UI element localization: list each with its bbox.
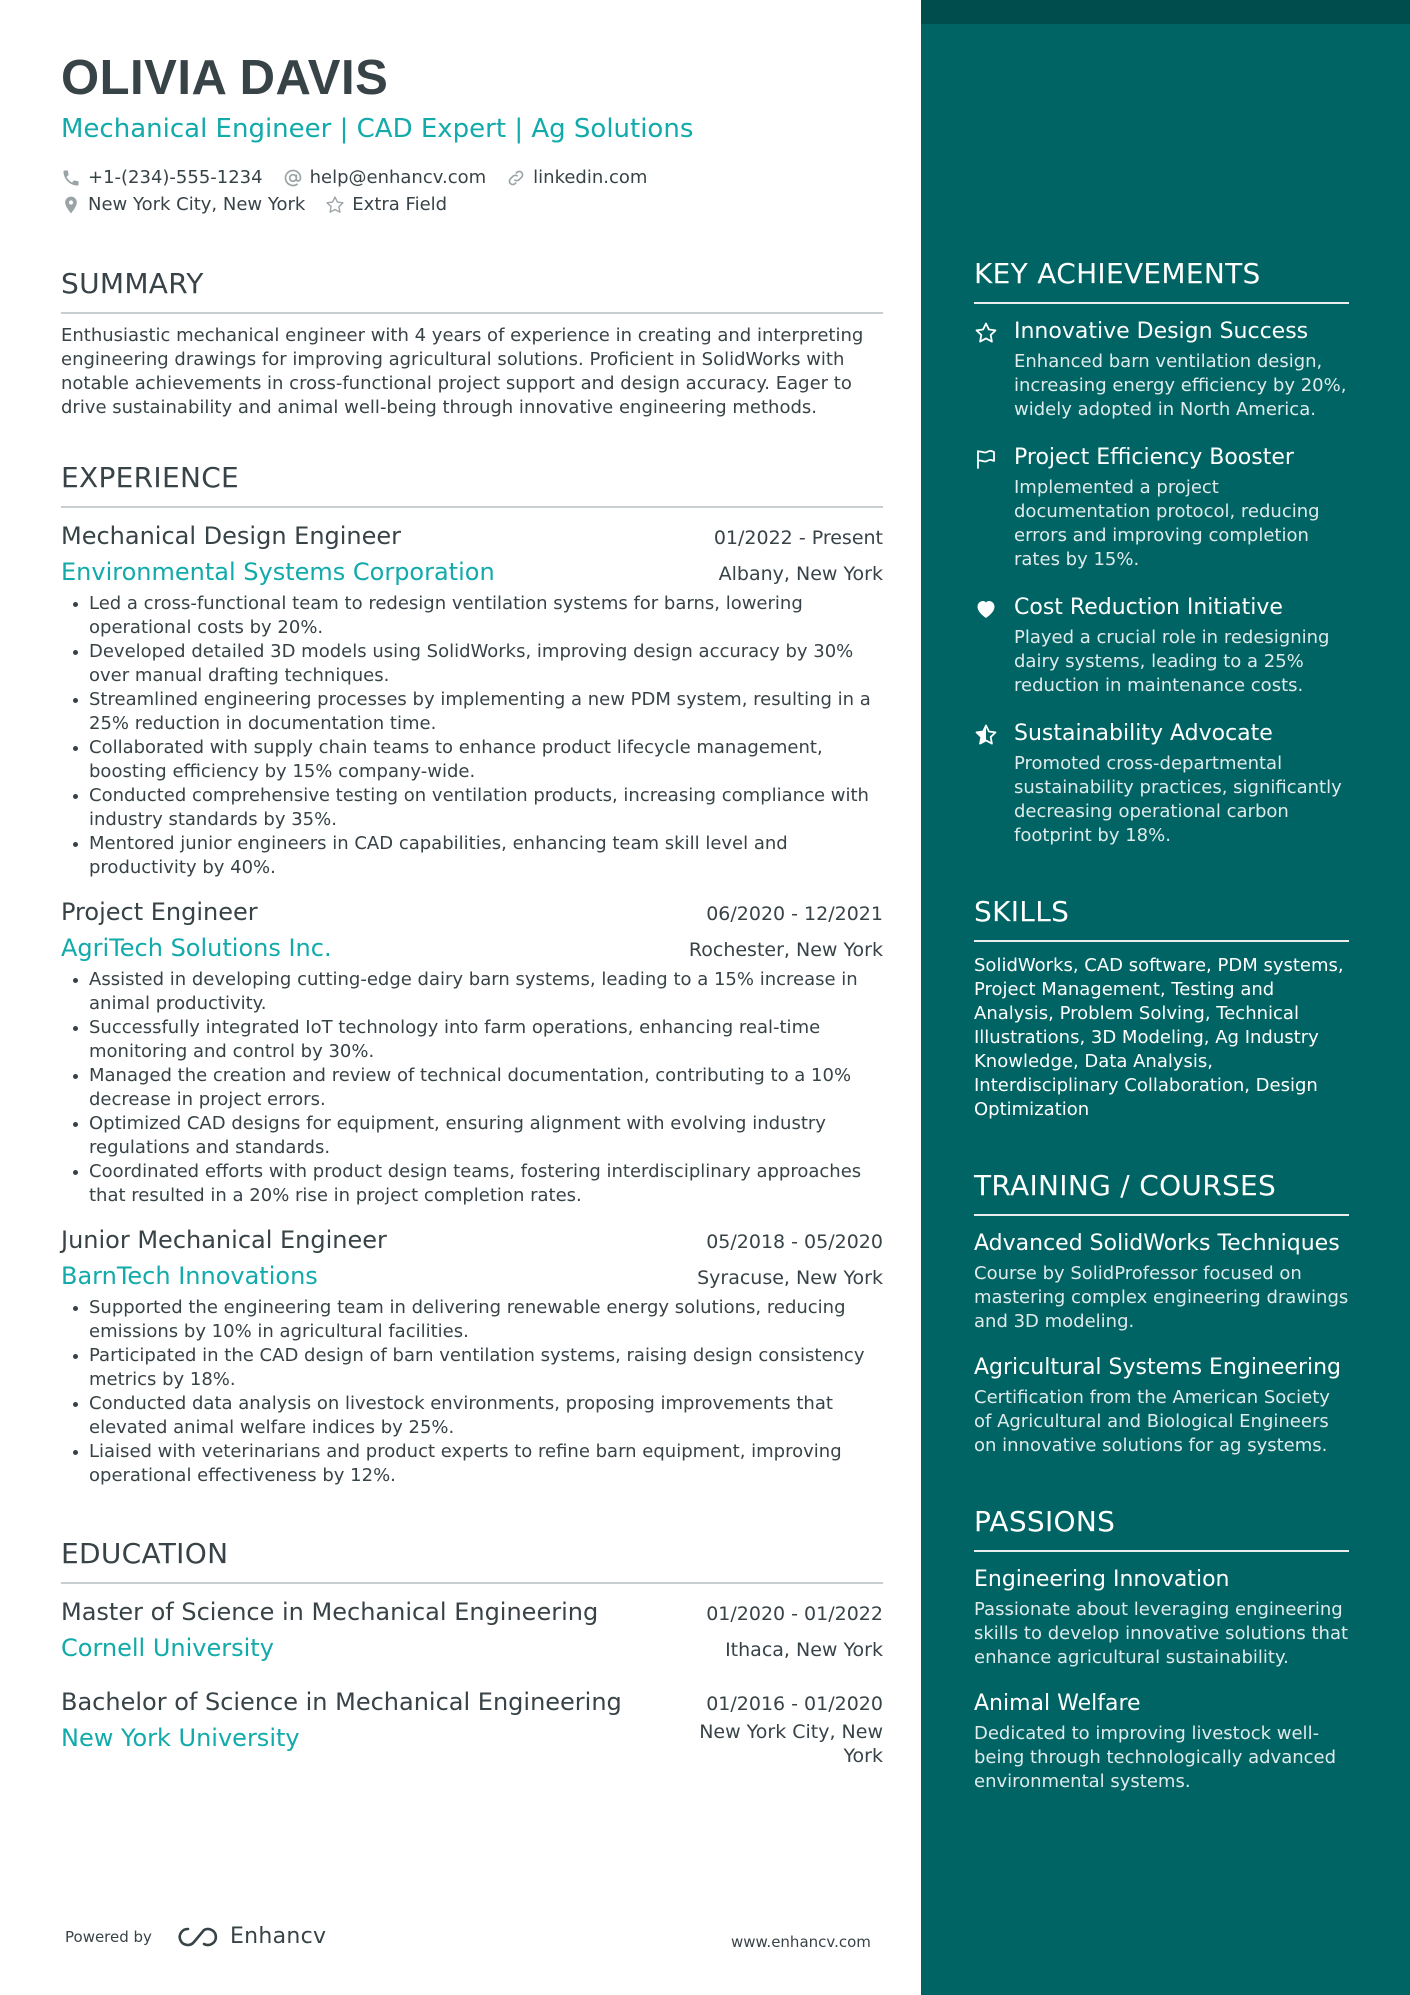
section-title-training: TRAINING / COURSES [974, 1169, 1277, 1202]
school-name: Cornell University [61, 1634, 274, 1662]
bullet-item: Led a cross-functional team to redesign ventilation systems for barns, lowering operational costs by 20%. [61, 592, 883, 640]
school-name: New York University [61, 1724, 300, 1752]
job-location: Rochester, New York [688, 939, 883, 961]
achievement-desc: Implemented a project documentation protocol, reducing errors and improving completion rates by 15%. [1014, 477, 1320, 570]
bullet-item: Optimized CAD designs for equipment, ensuring alignment with evolving industry regulations and standards. [61, 1112, 883, 1160]
job-entry [61, 894, 883, 1208]
course-item [974, 1228, 1349, 1334]
company-name: BarnTech Innovations [61, 1262, 318, 1290]
passion-item [974, 1564, 1349, 1670]
section-divider [974, 1550, 1349, 1552]
star-icon [325, 195, 345, 215]
company-name: Environmental Systems Corporation [61, 558, 495, 586]
achievement-title: Project Efficiency Booster [1014, 445, 1294, 470]
achievement-item [974, 592, 1349, 698]
candidate-name: OLIVIA DAVIS [61, 51, 389, 105]
section-divider [61, 506, 883, 508]
bullet-item: Collaborated with supply chain teams to enhance product lifecycle management, boosting efficiency by 15% company-wide. [61, 736, 883, 784]
footer-branding [65, 1924, 326, 1949]
course-item [974, 1352, 1349, 1458]
contact-phone[interactable] [61, 167, 263, 188]
bullet-item: Assisted in developing cutting-edge dairy barn systems, leading to a 15% increase in animal productivity. [61, 968, 883, 1016]
job-title: Junior Mechanical Engineer [61, 1226, 387, 1254]
skills-text: SolidWorks, CAD software, PDM systems, Project Management, Testing and Analysis, Problem Solving, Technical Illustrations, 3D Modeling, Ag Industry Knowledge, Data Analysis, Interdisciplinary Collaboration, Design Optimization [974, 955, 1344, 1120]
course-desc: Course by SolidProfessor focused on mastering complex engineering drawings and 3D modeling. [974, 1263, 1349, 1332]
job-title: Project Engineer [61, 898, 258, 926]
job-dates: 06/2020 - 12/2021 [706, 903, 883, 925]
degree-title: Master of Science in Mechanical Engineering [61, 1598, 599, 1626]
education-entry [61, 1594, 883, 1666]
enhancv-logo-icon [176, 1925, 222, 1949]
phone-text: +1-(234)-555-1234 [88, 167, 263, 188]
education-section [61, 1536, 883, 1768]
section-divider [61, 1582, 883, 1584]
course-desc: Certification from the American Society of Agricultural and Biological Engineers on innovative solutions for ag systems. [974, 1387, 1330, 1456]
bullet-item: Conducted comprehensive testing on ventilation products, increasing compliance with industry standards by 35%. [61, 784, 883, 832]
contact-email[interactable] [283, 167, 487, 188]
passions-section [974, 1504, 1349, 1794]
passion-desc: Dedicated to improving livestock well-being through technologically advanced environmental systems. [974, 1723, 1337, 1792]
location-pin-icon [61, 195, 81, 215]
skills-section [974, 894, 1349, 1122]
bullet-item: Supported the engineering team in delivering renewable energy solutions, reducing emissions by 10% in agricultural facilities. [61, 1296, 883, 1344]
candidate-tagline: Mechanical Engineer | CAD Expert | Ag Solutions [61, 114, 694, 144]
education-dates: 01/2016 - 01/2020 [706, 1693, 883, 1715]
star-half-icon [974, 723, 998, 747]
bullet-item: Streamlined engineering processes by implementing a new PDM system, resulting in a 25% reduction in documentation time. [61, 688, 883, 736]
job-dates: 05/2018 - 05/2020 [706, 1231, 883, 1253]
section-title-education: EDUCATION [61, 1537, 229, 1570]
bullet-item: Managed the creation and review of technical documentation, contributing to a 10% decrease in project errors. [61, 1064, 883, 1112]
section-divider [974, 940, 1349, 942]
job-bullets [61, 592, 883, 880]
job-dates: 01/2022 - Present [713, 527, 883, 549]
course-title: Agricultural Systems Engineering [974, 1355, 1342, 1380]
section-title-skills: SKILLS [974, 895, 1070, 928]
achievement-item [974, 316, 1349, 422]
job-entry [61, 1222, 883, 1488]
extra-text: Extra Field [352, 194, 448, 215]
training-section [974, 1168, 1349, 1458]
job-entry [61, 518, 883, 880]
achievement-desc: Promoted cross-departmental sustainability practices, significantly decreasing operational carbon footprint by 18%. [1014, 753, 1342, 846]
degree-title: Bachelor of Science in Mechanical Engineering [61, 1688, 622, 1716]
company-name: AgriTech Solutions Inc. [61, 934, 332, 962]
powered-by-text: Powered by [65, 1927, 152, 1946]
passion-title: Engineering Innovation [974, 1567, 1230, 1592]
achievement-desc: Enhanced barn ventilation design, increasing energy efficiency by 20%, widely adopted in North America. [1014, 351, 1347, 420]
achievement-title: Cost Reduction Initiative [1014, 595, 1283, 620]
section-title-passions: PASSIONS [974, 1505, 1116, 1538]
main-column [61, 48, 883, 1768]
course-title: Advanced SolidWorks Techniques [974, 1231, 1340, 1256]
phone-icon [61, 168, 81, 188]
passion-title: Animal Welfare [974, 1691, 1141, 1716]
bullet-item: Coordinated efforts with product design teams, fostering interdisciplinary approaches that resulted in a 20% rise in project completion rates. [61, 1160, 883, 1208]
job-bullets [61, 1296, 883, 1488]
summary-text: Enthusiastic mechanical engineer with 4 years of experience in creating and interpreting engineering drawings for improving agricultural solutions. Proficient in SolidWorks with notable achievements in cross-functional project support and design accuracy. Eager to drive sustainability and animal well-being through innovative engineering methods. [61, 325, 864, 418]
job-title: Mechanical Design Engineer [61, 522, 402, 550]
achievement-item [974, 718, 1349, 848]
sidebar [921, 0, 1410, 1995]
bullet-item: Mentored junior engineers in CAD capabilities, enhancing team skill level and productivity by 40%. [61, 832, 883, 880]
achievement-title: Sustainability Advocate [1014, 721, 1273, 746]
flag-icon [974, 447, 998, 471]
location-text: New York City, New York [88, 194, 306, 215]
sidebar-top-band [921, 0, 1410, 24]
job-location: Syracuse, New York [697, 1267, 883, 1289]
achievement-desc: Played a crucial role in redesigning dairy systems, leading to a 25% reduction in maintenance costs. [1014, 627, 1330, 696]
link-icon [506, 168, 526, 188]
school-location: Ithaca, New York [725, 1639, 883, 1661]
bullet-item: Conducted data analysis on livestock environments, proposing improvements that elevated animal welfare indices by 25%. [61, 1392, 883, 1440]
passion-desc: Passionate about leveraging engineering skills to develop innovative solutions that enhance agricultural sustainability. [974, 1599, 1349, 1668]
education-dates: 01/2020 - 01/2022 [706, 1603, 883, 1625]
linkedin-text: linkedin.com [533, 167, 648, 188]
at-icon [283, 168, 303, 188]
heart-icon [974, 597, 998, 621]
section-title-experience: EXPERIENCE [61, 461, 240, 494]
section-divider [61, 312, 883, 314]
email-text: help@enhancv.com [309, 167, 487, 188]
section-title-summary: SUMMARY [61, 267, 204, 300]
bullet-item: Successfully integrated IoT technology into farm operations, enhancing real-time monitoring and control by 30%. [61, 1016, 883, 1064]
experience-section [61, 460, 883, 1488]
section-divider [974, 302, 1349, 304]
contact-info [61, 164, 883, 218]
bullet-item: Liaised with veterinarians and product experts to refine barn equipment, improving operational effectiveness by 12%. [61, 1440, 883, 1488]
school-location: New York City, New York [699, 1721, 883, 1767]
bullet-item: Developed detailed 3D models using SolidWorks, improving design accuracy by 30% over manual drafting techniques. [61, 640, 883, 688]
contact-location [61, 194, 305, 215]
contact-linkedin[interactable] [506, 167, 647, 188]
achievement-item [974, 442, 1349, 572]
contact-extra [325, 194, 447, 215]
sidebar-content [974, 256, 1349, 1794]
section-divider [974, 1214, 1349, 1216]
footer-website[interactable]: www.enhancv.com [731, 1933, 871, 1951]
job-bullets [61, 968, 883, 1208]
star-outline-icon [974, 321, 998, 345]
passion-item [974, 1688, 1349, 1794]
job-location: Albany, New York [718, 563, 883, 585]
summary-section [61, 266, 883, 420]
brand-name: Enhancv [229, 1924, 327, 1949]
education-entry [61, 1684, 883, 1768]
bullet-item: Participated in the CAD design of barn ventilation systems, raising design consistency metrics by 18%. [61, 1344, 883, 1392]
achievements-section [974, 256, 1349, 848]
achievement-title: Innovative Design Success [1014, 319, 1309, 344]
section-title-achievements: KEY ACHIEVEMENTS [974, 257, 1261, 290]
